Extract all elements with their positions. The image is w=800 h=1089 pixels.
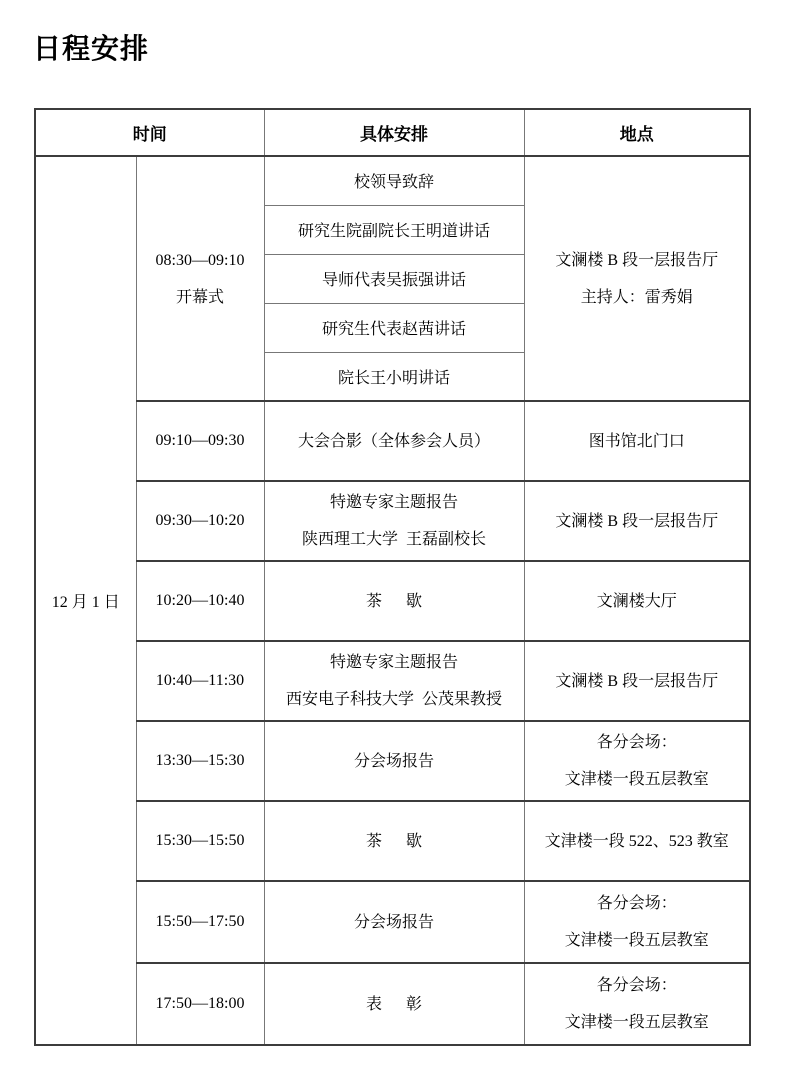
- agenda-item: 表 彰: [365, 995, 422, 1013]
- content-cell: [264, 801, 524, 881]
- location-line2: 文津楼一段五层教室: [564, 771, 709, 788]
- location-line: 文澜楼大厅: [596, 592, 677, 610]
- table-header-row: [35, 109, 750, 156]
- location-line: 各分会场：: [596, 734, 677, 751]
- agenda-item: 导师代表吴振强讲话: [264, 254, 524, 303]
- location-cell: [524, 401, 750, 481]
- agenda-item: 特邀专家主题报告: [329, 494, 458, 511]
- table-row: [35, 721, 750, 801]
- time-cell: 13:30—15:30: [136, 721, 264, 801]
- agenda-item: 校领导致辞: [264, 156, 524, 205]
- agenda-item: 研究生院副院长王明道讲话: [264, 205, 524, 254]
- header-cell-arrangement: 具体安排: [264, 109, 524, 156]
- content-cell: [264, 881, 524, 963]
- agenda-item-line2: 陕西理工大学 王磊副校长: [301, 531, 486, 548]
- opening-location-cell: [524, 156, 750, 401]
- schedule-table: [34, 108, 751, 1046]
- agenda-item: 院长王小明讲话: [264, 352, 524, 401]
- date-cell: 12 月 1 日: [35, 156, 136, 1045]
- page-title: 日程安排: [33, 34, 150, 65]
- time-cell: 10:40—11:30: [136, 641, 264, 721]
- header-cell-time: 时间: [35, 109, 264, 156]
- opening-ceremony-label: 开幕式: [175, 288, 224, 306]
- table-row: [35, 801, 750, 881]
- opening-time-range: 08:30—09:10: [155, 251, 245, 269]
- agenda-item: 茶 歇: [365, 592, 422, 610]
- opening-location: 文澜楼 B 段一层报告厅: [555, 251, 719, 269]
- agenda-item: 茶 歇: [365, 832, 422, 850]
- content-cell: [264, 641, 524, 721]
- agenda-item: 分会场报告: [353, 752, 434, 770]
- table-row: [35, 641, 750, 721]
- location-line2: 文津楼一段五层教室: [564, 932, 709, 949]
- location-line: 文澜楼 B 段一层报告厅: [555, 672, 719, 690]
- content-cell: [264, 401, 524, 481]
- location-line: 图书馆北门口: [588, 432, 685, 450]
- location-cell: [524, 481, 750, 561]
- agenda-item: 研究生代表赵茜讲话: [264, 303, 524, 352]
- location-cell: [524, 561, 750, 641]
- location-cell: [524, 963, 750, 1045]
- location-cell: [524, 801, 750, 881]
- location-cell: [524, 881, 750, 963]
- content-cell: [264, 721, 524, 801]
- location-line: 文津楼一段 522、523 教室: [544, 832, 729, 850]
- content-cell: [264, 963, 524, 1045]
- location-line: 各分会场：: [596, 977, 677, 994]
- table-row: [35, 481, 750, 561]
- time-cell: 15:30—15:50: [136, 801, 264, 881]
- table-row: [35, 561, 750, 641]
- table-row: [35, 963, 750, 1045]
- opening-time-cell: [136, 156, 264, 401]
- location-line2: 文津楼一段五层教室: [564, 1014, 709, 1031]
- content-cell: [264, 561, 524, 641]
- header-cell-location: 地点: [524, 109, 750, 156]
- time-cell: 09:30—10:20: [136, 481, 264, 561]
- time-cell: 09:10—09:30: [136, 401, 264, 481]
- location-line: 文澜楼 B 段一层报告厅: [555, 512, 719, 530]
- agenda-item-line2: 西安电子科技大学 公茂果教授: [285, 691, 502, 708]
- agenda-item: 分会场报告: [353, 913, 434, 931]
- agenda-item: 大会合影（全体参会人员）: [297, 432, 490, 450]
- opening-host: 主持人：雷秀娟: [580, 288, 693, 306]
- table-row: [35, 401, 750, 481]
- time-cell: 17:50—18:00: [136, 963, 264, 1045]
- time-cell: 10:20—10:40: [136, 561, 264, 641]
- table-row: [35, 881, 750, 963]
- table-row-opening-1: [35, 156, 750, 205]
- location-cell: [524, 641, 750, 721]
- location-line: 各分会场：: [596, 895, 677, 912]
- time-cell: 15:50—17:50: [136, 881, 264, 963]
- content-cell: [264, 481, 524, 561]
- agenda-item: 特邀专家主题报告: [329, 654, 458, 671]
- location-cell: [524, 721, 750, 801]
